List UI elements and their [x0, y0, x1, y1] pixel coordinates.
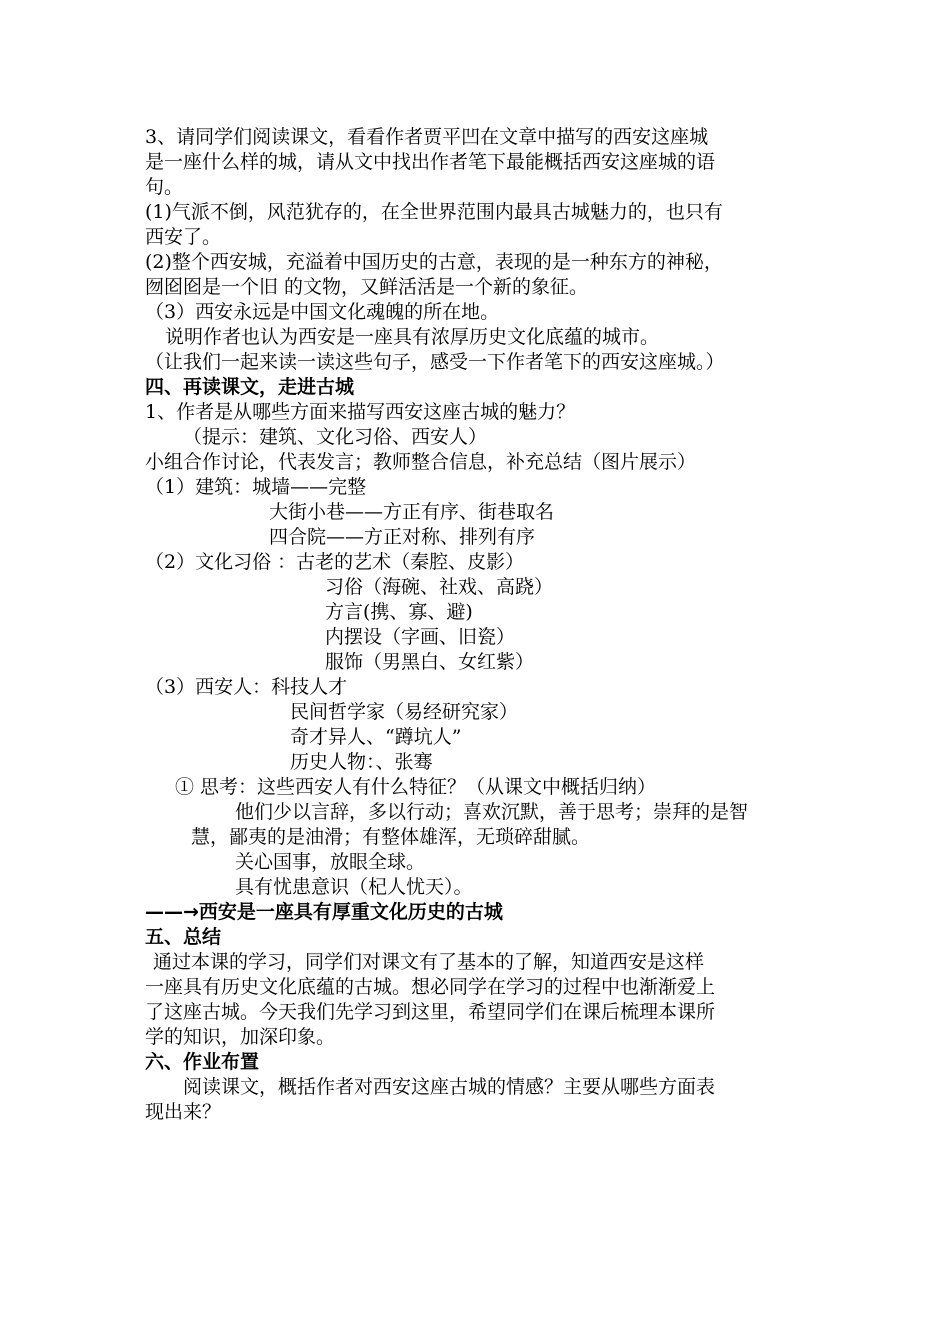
- quote3: （3）西安永远是中国文化魂魄的所在地。: [145, 301, 500, 323]
- people-line4: 历史人物：、张骞: [290, 751, 433, 773]
- culture-line2: 习俗（海碗、社戏、高跷）: [325, 576, 554, 598]
- section6-line2: 现出来？: [145, 1101, 222, 1123]
- section4-heading: 四、再读课文，走进古城: [145, 376, 355, 398]
- conclusion-text: ——→西安是一座具有厚重文化历史的古城: [145, 901, 503, 923]
- culture-line4: 内摆设（字画、旧瓷）: [325, 626, 516, 648]
- section5-heading: 五、总结: [145, 926, 222, 948]
- section4-hint: （提示：建筑、文化习俗、西安人）: [183, 426, 488, 448]
- culture-line5: 服饰（男黑白、女红紫）: [325, 651, 535, 673]
- arch-line2: 大街小巷——方正有序、街巷取名: [269, 501, 555, 523]
- people-head: （3）西安人：科技人才: [145, 676, 348, 698]
- q3-line1: 3、请同学们阅读课文，看看作者贾平凹在文章中描写的西安这座城: [145, 126, 709, 148]
- section6-line1: 阅读课文，概括作者对西安这座古城的情感？主要从哪些方面表: [183, 1076, 716, 1098]
- q3-line2: 是一座什么样的城，请从文中找出作者笔下最能概括西安这座城的语: [145, 151, 716, 173]
- quote1-line1: (1)气派不倒，风范犹存的，在全世界范围内最具古城魅力的，也只有: [145, 201, 723, 223]
- section5-line1: 通过本课的学习，同学们对课文有了基本的了解，知道西安是这样: [153, 951, 705, 973]
- arch-line3: 四合院——方正对称、排列有序: [269, 526, 536, 548]
- q3-line3: 句。: [145, 176, 184, 198]
- section6-heading: 六、作业布置: [145, 1051, 260, 1073]
- section4-question1: 1、作者是从哪些方面来描写西安这座古城的魅力？: [145, 401, 576, 423]
- think-head: ① 思考：这些西安人有什么特征？（从课文中概括归纳）: [175, 776, 657, 798]
- people-line2: 民间哲学家（易经研究家）: [290, 701, 519, 723]
- think-line3: 关心国事，放眼全球。: [235, 851, 426, 873]
- read-together-text: （让我们一起来读一读这些句子，感受一下作者笔下的西安这座城。）: [145, 351, 725, 373]
- arch-head: （1）建筑：城墙——完整: [145, 476, 367, 498]
- document-page: [145, 125, 810, 1125]
- section4-group-discussion: 小组合作讨论，代表发言；教师整合信息，补充总结（图片展示）: [145, 451, 697, 473]
- section5-line4: 学的知识，加深印象。: [145, 1026, 336, 1048]
- section5-line3: 了这座古城。今天我们先学习到这里，希望同学们在课后梳理本课所: [145, 1001, 716, 1023]
- culture-line3: 方言(携、寡、避): [325, 601, 473, 623]
- culture-head: （2）文化习俗 ：古老的艺术（秦腔、皮影）: [145, 551, 525, 573]
- think-body2: 慧，鄙夷的是油滑；有整体雄浑，无琐碎甜腻。: [191, 826, 591, 848]
- section5-line2: 一座具有历史文化底蕴的古城。想必同学在学习的过程中也渐渐爱上: [145, 976, 716, 998]
- explain-text: 说明作者也认为西安是一座具有浓厚历史文化底蕴的城市。: [165, 326, 660, 348]
- people-line3: 奇才异人、“蹲坑人”: [290, 726, 462, 748]
- quote1-line2: 西安了。: [145, 226, 222, 248]
- think-body1: 他们少以言辞，多以行动；喜欢沉默，善于思考；崇拜的是智: [235, 801, 749, 823]
- quote2-line1: (2)整个西安城，充溢着中国历史的古意，表现的是一种东方的神秘，: [145, 251, 723, 273]
- think-line4: 具有忧患意识（杞人忧天）。: [235, 876, 473, 898]
- quote2-line2: 囫囵囵是一个旧 的文物，又鲜活活是一个新的象征。: [145, 276, 589, 298]
